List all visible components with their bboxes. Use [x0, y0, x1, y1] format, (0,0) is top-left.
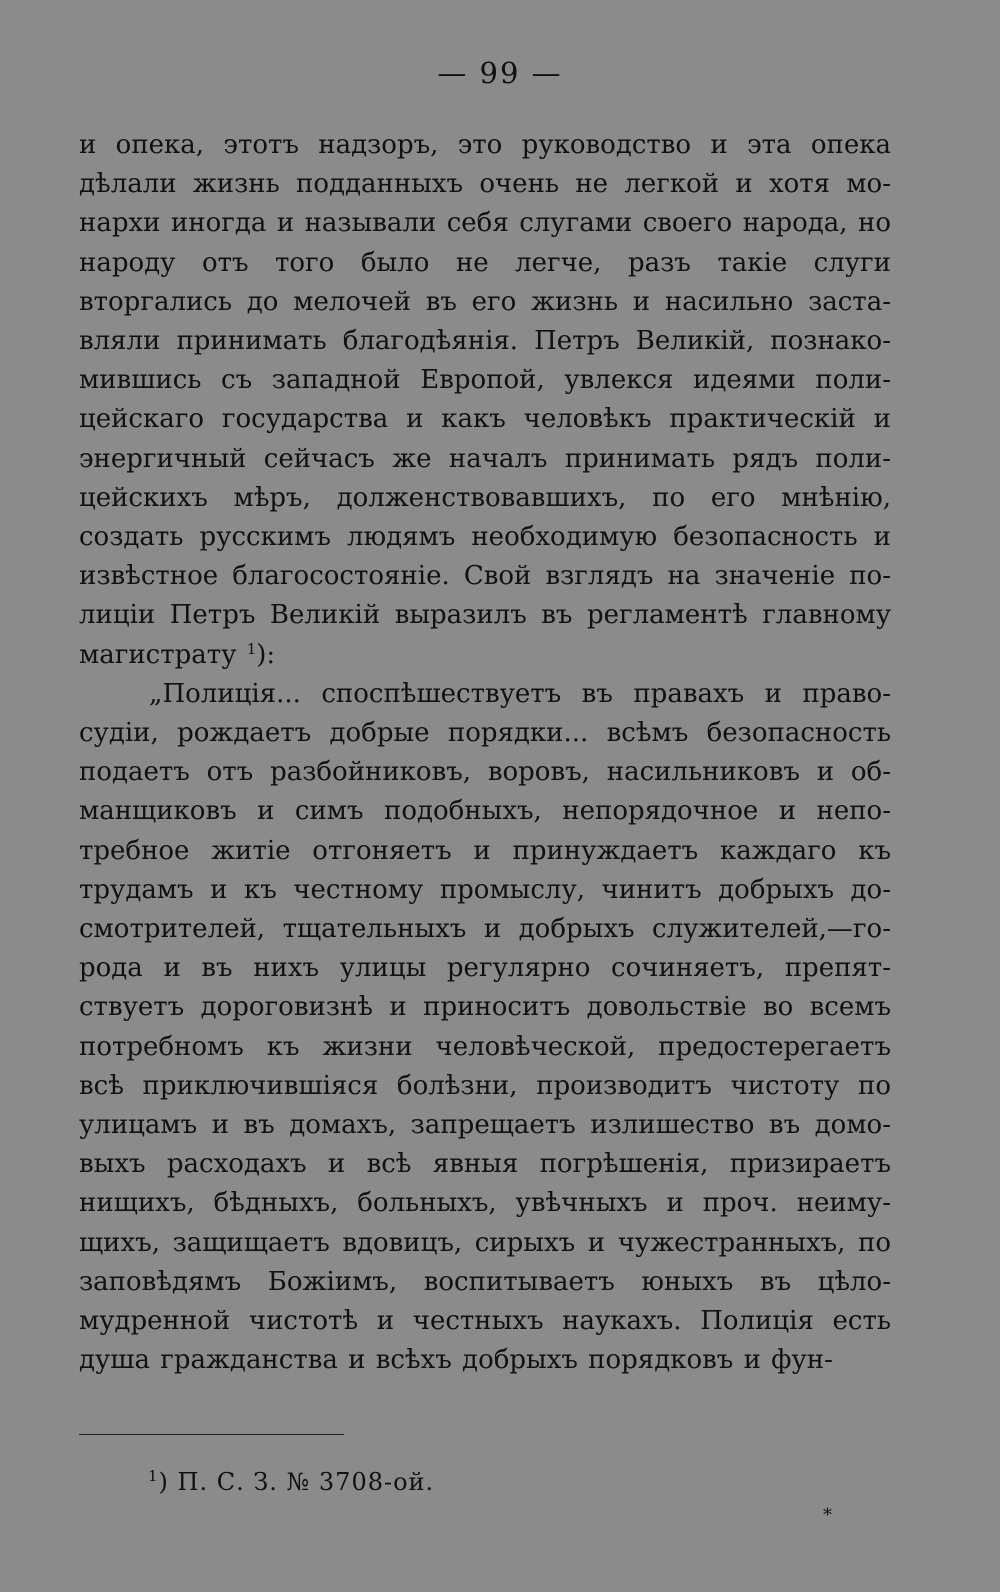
body-text [79, 126, 891, 1381]
footnote-reference-close: ): [256, 639, 276, 670]
footnote [148, 1468, 434, 1496]
paragraph-2: „Полиція... споспѣшествуетъ въ правахъ и правосудіи, рождаетъ добрые порядки... всѣмъ безопасность подаетъ отъ разбойниковъ, воровъ, насильниковъ и обманщиковъ и симъ подобныхъ, непорядочное и непотребное житіе отгоняетъ и принуждаетъ каждаго къ трудамъ и къ честному промыслу, чинитъ добрыхъ досмотрителей, тщательныхъ и добрыхъ служителей,—города и въ нихъ улицы регулярно сочиняетъ, препятствуетъ дороговизнѣ и приноситъ довольствіе во всемъ потребномъ къ жизни человѣческой, предостерегаетъ всѣ приключившіяся болѣзни, производитъ чистоту по улицамъ и въ домахъ, запрещаетъ излишество въ домовыхъ расходахъ и всѣ явныя погрѣшенія, призираетъ нищихъ, бѣдныхъ, больныхъ, увѣчныхъ и проч. неимущихъ, защищаетъ вдовицъ, сирыхъ и чужестранныхъ, по заповѣдямъ Божіимъ, воспитываетъ юныхъ въ цѣломудренной чистотѣ и честныхъ наукахъ. Полиція есть душа гражданства и всѣхъ добрыхъ порядковъ и фун- [79, 678, 891, 1376]
footnote-divider [79, 1434, 344, 1435]
page-number: — 99 — [437, 56, 563, 90]
footnote-marker: 1 [148, 1467, 159, 1485]
paragraph-1-text: и опека, этотъ надзоръ, это руководство и эта опека дѣлали жизнь подданныхъ очень не легкой и хотя монархи иногда и называли себя слугами своего народа, но народу отъ того было не легче, разъ такіе слуги вторгались до мелочей въ его жизнь и насильно заставляли принимать благодѣянія. Петръ Великій, познакомившись съ западной Европой, увлекся идеями полицейскаго государства и какъ человѣкъ практическій и энергичный сейчасъ же началъ принимать рядъ полицейскихъ мѣръ, долженствовавшихъ, по его мнѣнію, создать русскимъ людямъ необходимую безопасность и извѣстное благосостояніе. Свой взглядъ на значеніе полиціи Петръ Великій выразилъ въ регламентѣ главному магистрату [79, 130, 891, 670]
footnote-text: ) П. С. З. № 3708-ой. [158, 1468, 435, 1496]
asterisk-ornament: * [823, 1505, 832, 1526]
footnote-reference: 1 [246, 639, 257, 658]
paragraph-1 [79, 126, 891, 675]
